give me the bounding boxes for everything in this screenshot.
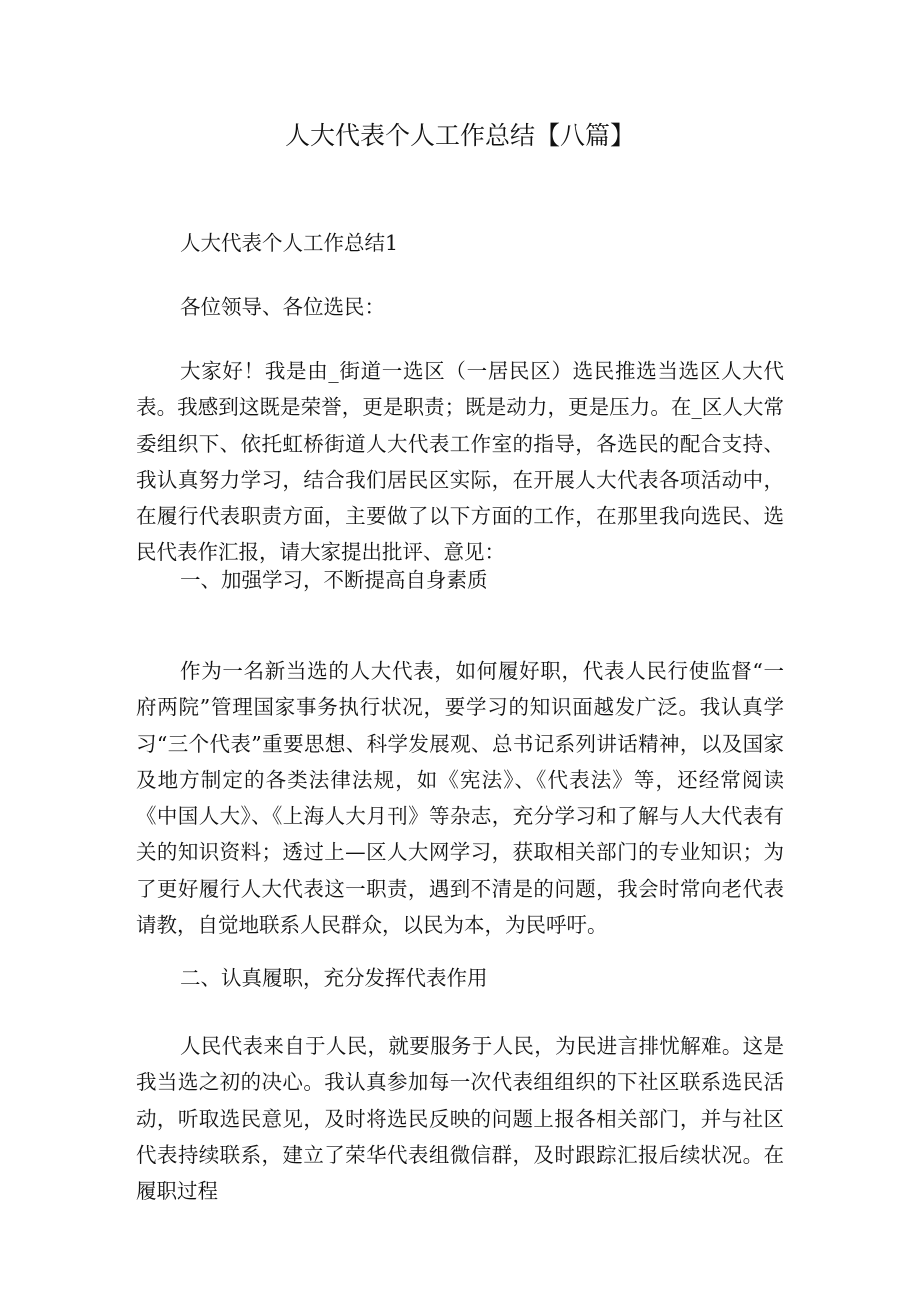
section-heading-2: 二、认真履职，充分发挥代表作用	[180, 966, 488, 990]
salutation: 各位领导、各位选民：	[180, 295, 385, 319]
section-subtitle: 人大代表个人工作总结1	[180, 231, 399, 255]
section-heading-1: 一、加强学习，不断提高自身素质	[180, 568, 488, 592]
document-title: 人大代表个人工作总结【八篇】	[284, 121, 635, 150]
body-paragraph-3: 人民代表来自于人民，就要服务于人民，为民进言排忧解难。这是我当选之初的决心。我认真参加每一次代表组组织的下社区联系选民活动，听取选民意见，及时将选民反映的问题上报各相关部门，并与社区代表持续联系，建立了荣华代表组微信群，及时跟踪汇报后续状况。在履职过程	[136, 1034, 784, 1204]
body-paragraph-2: 作为一名新当选的人大代表，如何履好职，代表人民行使监督“一府两院”管理国家事务执行状况，要学习的知识面越发广泛。我认真学习“三个代表”重要思想、科学发展观、总书记系列讲话精神，以及国家及地方制定的各类法律法规，如《宪法》、《代表法》等，还经常阅读《中国人大》、《上海人大月刊》等杂志，充分学习和了解与人大代表有关的知识资料；透过上—区人大网学习，获取相关部门的专业知识；为了更好履行人大代表这一职责，遇到不清是的问题，我会时常向老代表请教，自觉地联系人民群众，以民为本，为民呼吁。	[136, 659, 784, 938]
body-paragraph-1: 大家好！我是由_街道一选区（一居民区）选民推选当选区人大代表。我感到这既是荣誉，更是职责；既是动力，更是压力。在_区人大常委组织下、依托虹桥街道人大代表工作室的指导，各选民的配合支持、我认真努力学习，结合我们居民区实际，在开展人大代表各项活动中，在履行代表职责方面，主要做了以下方面的工作，在那里我向选民、选民代表作汇报，请大家提出批评、意见：	[136, 359, 784, 565]
